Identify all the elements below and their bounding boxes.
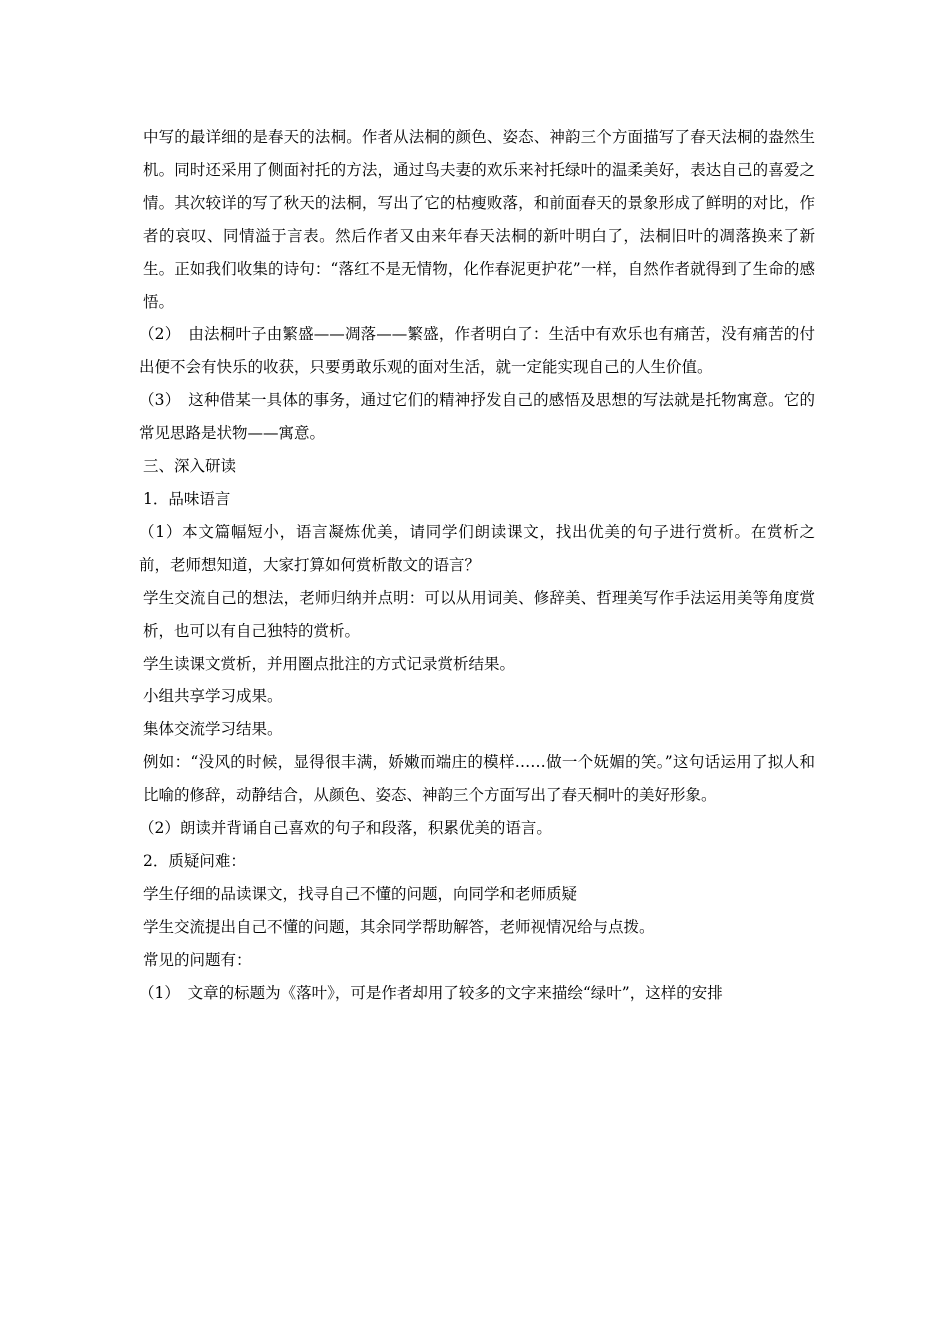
paragraph-read-annotate: 学生读课文赏析，并用圈点批注的方式记录赏析结果。: [143, 654, 516, 673]
paragraph-example: 例如：“没风的时候，显得很丰满，娇嫩而端庄的模样……做一个妩媚的笑。”这句话运用了拟人和比喻的修辞，动静结合，从颜色、姿态、神韵三个方面写出了春天桐叶的美好形象。: [143, 753, 815, 805]
paragraph-question-1: （1） 文章的标题为《落叶》，可是作者却用了较多的文字来描绘“绿叶”，这样的安排: [139, 983, 723, 1002]
paragraph-find-questions: 学生仔细的品读课文，找寻自己不懂的问题，向同学和老师质疑: [143, 884, 578, 903]
document-page: [139, 121, 815, 1009]
section-heading-deep-study: 三、深入研读: [143, 457, 237, 476]
subheading-questions: 2．质疑问难：: [143, 851, 246, 870]
paragraph-language-1: （1）本文篇幅短小，语言凝炼优美，请同学们朗读课文，找出优美的句子进行赏析。在赏析之前，老师想知道，大家打算如何赏析散文的语言？: [139, 522, 815, 574]
subheading-language: 1．品味语言: [143, 489, 231, 508]
paragraph-point-3: （3） 这种借某一具体的事务，通过它们的精神抒发自己的感悟及思想的写法就是托物寓意。它的常见思路是状物——寓意。: [139, 391, 815, 443]
paragraph-language-2: （2）朗读并背诵自己喜欢的句子和段落，积累优美的语言。: [139, 819, 552, 838]
paragraph-group-share: 小组共享学习成果。: [143, 687, 283, 706]
paragraph-collective-exchange: 集体交流学习结果。: [143, 720, 283, 739]
paragraph-student-discuss: 学生交流自己的想法，老师归纳并点明：可以从用词美、修辞美、哲理美写作手法运用美等角度赏析，也可以有自己独特的赏析。: [143, 588, 815, 640]
paragraph-spring-parasol: 中写的最详细的是春天的法桐。作者从法桐的颜色、姿态、神韵三个方面描写了春天法桐的盎然生机。同时还采用了侧面衬托的方法，通过鸟夫妻的欢乐来衬托绿叶的温柔美好，表达自己的喜爱之情。其次较详的写了秋天的法桐，写出了它的枯瘦败落，和前面春天的景象形成了鲜明的对比，作者的哀叹、同情溢于言表。然后作者又由来年春天法桐的新叶明白了，法桐旧叶的凋落换来了新生。正如我们收集的诗句：“落红不是无情物，化作春泥更护花”一样，自然作者就得到了生命的感悟。: [143, 128, 815, 311]
paragraph-common-questions: 常见的问题有：: [143, 950, 252, 969]
paragraph-answer-questions: 学生交流提出自己不懂的问题，其余同学帮助解答，老师视情况给与点拨。: [143, 917, 655, 936]
paragraph-point-2: （2） 由法桐叶子由繁盛——凋落——繁盛，作者明白了：生活中有欢乐也有痛苦，没有痛苦的付出便不会有快乐的收获，只要勇敢乐观的面对生活，就一定能实现自己的人生价值。: [139, 325, 815, 377]
